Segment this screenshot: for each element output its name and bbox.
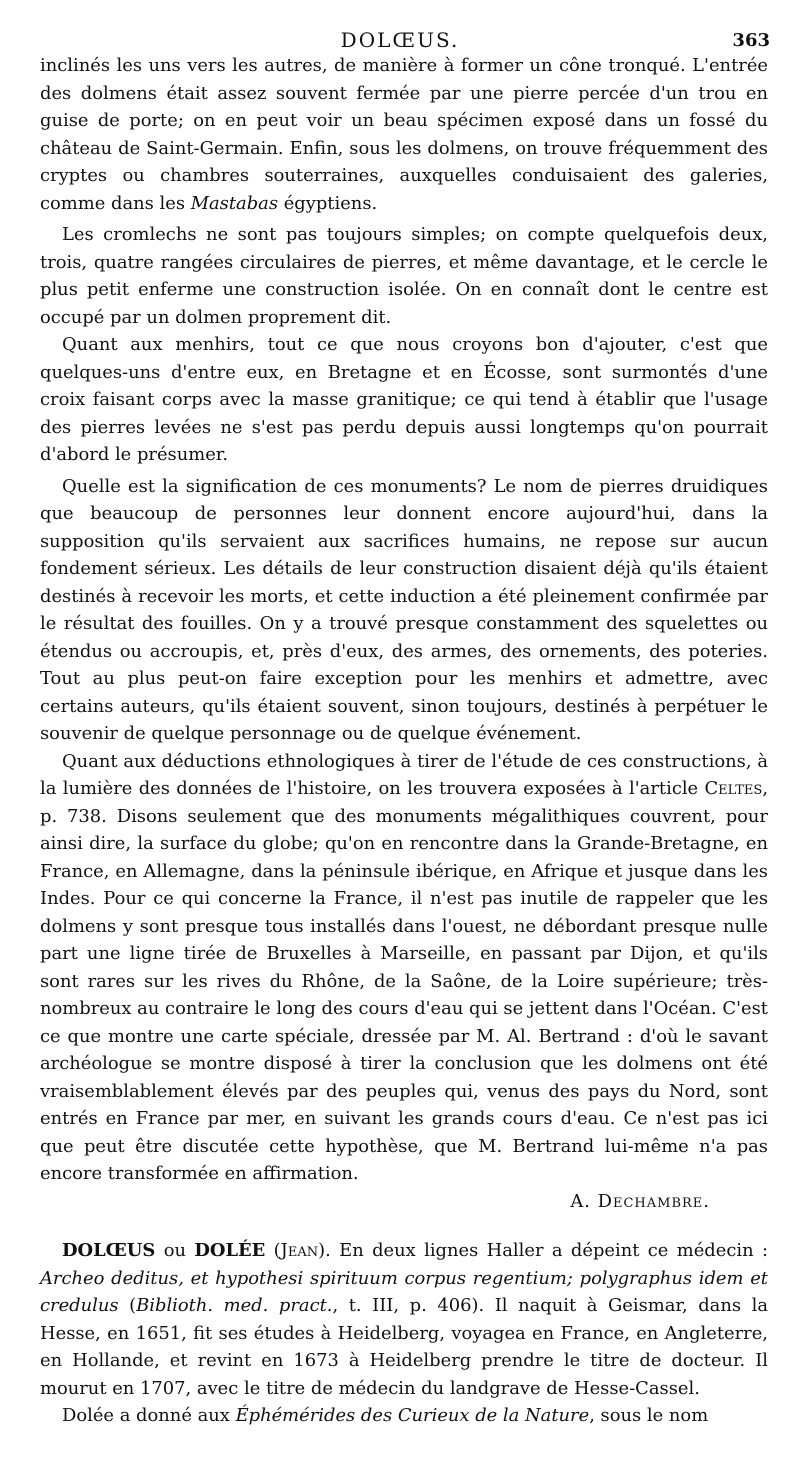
entry-given-name: Jean: [280, 1240, 319, 1261]
entry-paragraph: DOLŒUS ou DOLÉE (Jean). En deux lignes Haller a dépeint ce médecin : Archeo deditus, et hypothesi spirituum corpus regentium; polygraphus idem et credulus (Biblioth. med. pract., t. III, p. 406). Il naquit à Geismar, dans la Hesse, en 1651, fit ses études à Heidelberg, voyagea en France, en Angleterre, en Hollande, et revint en 1673 à Heidelberg prendre le titre de docteur. Il mourut en 1707, avec le titre de médecin du landgrave de Hesse-Cassel.: [40, 1240, 769, 1399]
running-title: DOLŒUS.: [340, 28, 460, 52]
journal-title: Éphémérides des Curieux de la Nature: [235, 1405, 590, 1426]
entry-text: Dolée a donné aux: [62, 1405, 236, 1426]
paragraph-text: égyptiens.: [278, 192, 378, 214]
paragraph-signification: Quelle est la signification de ces monuments? Le nom de pierres druidiques que beaucoup de personnes leur donnent encore aujourd'hui, dans la supposition qu'ils servaient aux sacrifices humains, ne repose sur aucun fondement sérieux. Les détails de leur construction disaient déjà qu'ils étaient destinés à recevoir les morts, et cette induction a été pleinement confirmée par le résultat des fouilles. On y a trouvé presque constamment des squelettes ou étendus ou accroupis, et, près d'eux, des armes, des ornements, des poteries. Tout au plus peut-on faire exception pour les menhirs et admettre, avec certains auteurs, qu'ils étaient souvent, sinon toujours, destinés à perpétuer le souvenir de quelque personnage ou de quelque événement.: [40, 475, 768, 744]
author-signature: A. Dechambre.: [570, 1190, 710, 1212]
entry-text: , sous le nom: [589, 1405, 709, 1426]
paragraph-cromlechs: Les cromlechs ne sont pas toujours simples; on compte quelquefois deux, trois, quatre rangées circulaires de pierres, et même davantage, et le cercle le plus petit enferme une construction isolée. On en connaît dont le centre est occupé par un dolmen proprement dit.: [40, 224, 768, 328]
paragraph-text: inclinés les uns vers les autres, de manière à former un cône tronqué. L'entrée des dolmens était assez souvent fermée par une pierre percée d'un trou en guise de porte; on en peut voir un beau spécimen exposé dans un fossé du château de Saint-Germain. Enfin, sous les dolmens, on trouve fréquemment des cryptes ou chambres souterraines, auxquelles conduisaient des galeries, comme dans les: [40, 55, 768, 214]
entry-text: , t. III, p. 406). Il naquit à Geismar, dans la Hesse, en 1651, fit ses études à Heidelberg, voyagea en France, en Angleterre, en Hollande, et revint en 1673 à Heidelberg prendre le titre de docteur. Il mourut en 1707, avec le titre de médecin du landgrave de Hesse-Cassel.: [40, 1295, 769, 1399]
body-text: [40, 52, 768, 1430]
page-number: 363: [732, 30, 770, 51]
paragraph-ethnology: [40, 748, 768, 1188]
entry-paragraph-2: [40, 1402, 768, 1430]
paragraph-text: , p. 738. Disons seulement que des monuments mégalithiques couvrent, pour ainsi dire, la surface du globe; qu'on en rencontre dans la Grande-Bretagne, en France, en Allemagne, dans la péninsule ibérique, en Afrique et jusque dans les Indes. Pour ce qui concerne la France, il n'est pas inutile de rappeler que les dolmens y sont presque tous installés dans l'ouest, ne débordant presque nulle part une ligne tirée de Bruxelles à Marseille, en passant par Dijon, et qu'ils sont rares sur les rives du Rhône, de la Saône, de la Loire supérieure; très-nombreux au contraire le long des cours d'eau qui se jettent dans l'Océan. C'est ce que montre une carte spéciale, dressée par M. Al. Bertrand : d'où le savant archéologue se montre disposé à tirer la conclusion que les dolmens ont été vraisemblablement élevés par des peuples qui, venus des pays du Nord, sont entrés en France par mer, en suivant les grands cours d'eau. Ce n'est pas ici que peut être discutée cette hypothèse, que M. Bertrand lui-même n'a pas encore transformée en affirmation.: [40, 778, 768, 1184]
latin-quote: Archeo deditus, et hypothesi spirituum corpus regentium; polygraphus idem et credulus: [40, 1267, 768, 1316]
italic-term: Mastabas: [190, 192, 279, 214]
entry-connector: ou: [155, 1240, 195, 1261]
entry-headword: DOLŒUS: [62, 1240, 156, 1261]
bibliographic-reference: Biblioth. med. pract.: [136, 1295, 333, 1316]
article-separator: [40, 1215, 768, 1237]
entry-headword-alt: DOLÉE: [194, 1240, 266, 1261]
paragraph-dolmens: [40, 52, 768, 217]
paragraph-menhirs: Quant aux menhirs, tout ce que nous croyons bon d'ajouter, c'est que quelques-uns d'entre eux, en Bretagne et en Écosse, sont surmontés d'une croix faisant corps avec la masse granitique; ce qui tend à établir que l'usage des pierres levées ne s'est pas perdu depuis aussi longtemps qu'on pourrait d'abord le présumer.: [40, 334, 768, 465]
cross-reference: Celtes: [704, 778, 763, 799]
paragraph-text: Quant aux déductions ethnologiques à tirer de l'étude de ces constructions, à la lumière des données de l'histoire, on les trouvera exposées à l'article: [40, 750, 768, 799]
signature-line: [40, 1188, 768, 1216]
entry-text: . En deux lignes Haller a dépeint ce médecin :: [325, 1240, 769, 1261]
entry-text: (: [118, 1295, 137, 1316]
